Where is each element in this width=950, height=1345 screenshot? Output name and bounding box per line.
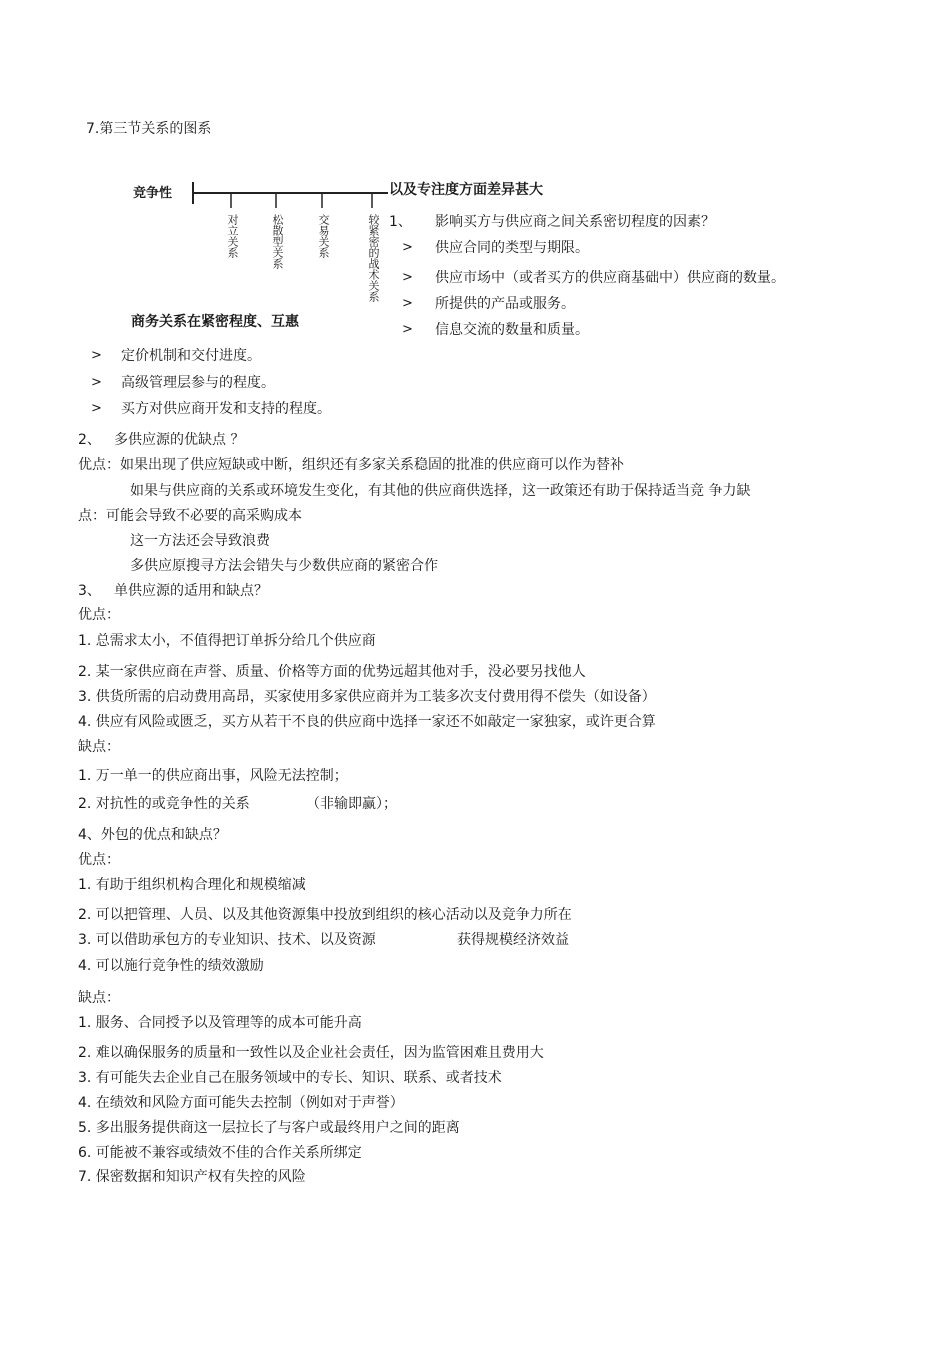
- q3-pro-item: 2. 某一家供应商在声誉、质量、价格等方面的优势远超其他对手，没必要另找他人: [78, 664, 586, 680]
- q3-con-item: 1. 万一单一的供应商出事，风险无法控制；: [78, 768, 348, 784]
- diagram-label-loose: 松散型关系: [271, 214, 284, 269]
- q3-con-item-note: （非输即赢）；: [306, 796, 397, 812]
- q4-pro-item: 3. 可以借助承包方的专业知识、技术、以及资源: [78, 932, 376, 948]
- q2-cons-line: 点：可能会导致不必要的高采购成本: [78, 508, 302, 524]
- bullet-arrow-icon: >: [402, 240, 413, 255]
- q2-number: 2、: [78, 432, 101, 448]
- q1-bullet: 定价机制和交付进度。: [121, 348, 261, 364]
- diagram-label-tactical: 较紧密的战术关系: [367, 214, 380, 302]
- q2-question: 多供应源的优缺点 ？: [114, 432, 245, 448]
- q1-bullet: 高级管理层参与的程度。: [121, 375, 275, 391]
- q4-question: 4、外包的优点和缺点？: [78, 827, 227, 843]
- diagram-right-title: 以及专注度方面差异甚大: [389, 182, 543, 198]
- q3-number: 3、: [78, 583, 101, 599]
- bullet-arrow-icon: >: [91, 348, 102, 363]
- q4-con-item: 7. 保密数据和知识产权有失控的风险: [78, 1169, 306, 1185]
- bullet-arrow-icon: >: [402, 296, 413, 311]
- q3-pro-item: 4. 供应有风险或匮乏，买方从若干不良的供应商中选择一家还不如敲定一家独家，或许更合算: [78, 714, 656, 730]
- q4-pro-item: 1. 有助于组织机构合理化和规模缩减: [78, 877, 306, 893]
- bullet-arrow-icon: >: [402, 322, 413, 337]
- q3-question: 单供应源的适用和缺点？: [114, 583, 268, 599]
- diagram-bottom-title: 商务关系在紧密程度、互惠: [131, 314, 299, 330]
- q4-con-item: 4. 在绩效和风险方面可能失去控制（例如对于声誉）: [78, 1095, 404, 1111]
- q2-cons-line: 这一方法还会导致浪费: [130, 533, 270, 549]
- q4-pro-item: 2. 可以把管理、人员、以及其他资源集中投放到组织的核心活动以及竞争力所在: [78, 907, 572, 923]
- q4-con-item: 5. 多出服务提供商这一层拉长了与客户或最终用户之间的距离: [78, 1120, 460, 1136]
- q1-number: 1、: [389, 214, 412, 230]
- q4-cons-label: 缺点：: [78, 990, 120, 1006]
- diagram-label-transactional: 交易关系: [317, 214, 330, 258]
- q4-con-item: 3. 有可能失去企业自己在服务领域中的专长、知识、联系、或者技术: [78, 1070, 502, 1086]
- q4-con-item: 1. 服务、合同授予以及管理等的成本可能升高: [78, 1015, 362, 1031]
- q1-bullet: 买方对供应商开发和支持的程度。: [121, 401, 331, 417]
- bullet-arrow-icon: >: [402, 270, 413, 285]
- diagram-axis-label: 竞争性: [133, 186, 173, 201]
- q3-pro-item: 1. 总需求太小，不值得把订单拆分给几个供应商: [78, 633, 376, 649]
- q2-pros-line: 优点：如果出现了供应短缺或中断，组织还有多家关系稳固的批准的供应商可以作为替补: [78, 457, 624, 473]
- q1-bullet: 信息交流的数量和质量。: [435, 322, 589, 338]
- q1-question: 影响买方与供应商之间关系密切程度的因素？: [435, 214, 715, 230]
- q2-pros-line: 如果与供应商的关系或环境发生变化，有其他的供应商供选择，这一政策还有助于保持适当竞 争力缺: [130, 483, 751, 499]
- section-heading: 7.第三节关系的图系: [86, 121, 212, 137]
- diagram-label-adversarial: 对立关系: [226, 214, 239, 258]
- q4-pro-item: 4. 可以施行竞争性的绩效激励: [78, 958, 264, 974]
- q4-con-item: 2. 难以确保服务的质量和一致性以及企业社会责任，因为监管困难且费用大: [78, 1045, 544, 1061]
- q4-pros-label: 优点：: [78, 852, 120, 868]
- q1-bullet: 供应合同的类型与期限。: [435, 240, 589, 256]
- q4-pro-item-tail: 获得规模经济效益: [457, 932, 569, 948]
- q3-cons-label: 缺点：: [78, 739, 120, 755]
- relationship-axis-diagram: [130, 178, 392, 218]
- bullet-arrow-icon: >: [91, 375, 102, 390]
- q3-con-item: 2. 对抗性的或竞争性的关系: [78, 796, 250, 812]
- q4-con-item: 6. 可能被不兼容或绩效不佳的合作关系所绑定: [78, 1145, 362, 1161]
- q1-bullet: 供应市场中（或者买方的供应商基础中）供应商的数量。: [435, 270, 785, 286]
- q3-pro-item: 3. 供货所需的启动费用高昂，买家使用多家供应商并为工装多次支付费用得不偿失（如设备）: [78, 689, 656, 705]
- q2-cons-line: 多供应原搜寻方法会错失与少数供应商的紧密合作: [130, 558, 438, 574]
- q1-bullet: 所提供的产品或服务。: [435, 296, 575, 312]
- bullet-arrow-icon: >: [91, 401, 102, 416]
- q3-pros-label: 优点：: [78, 607, 120, 623]
